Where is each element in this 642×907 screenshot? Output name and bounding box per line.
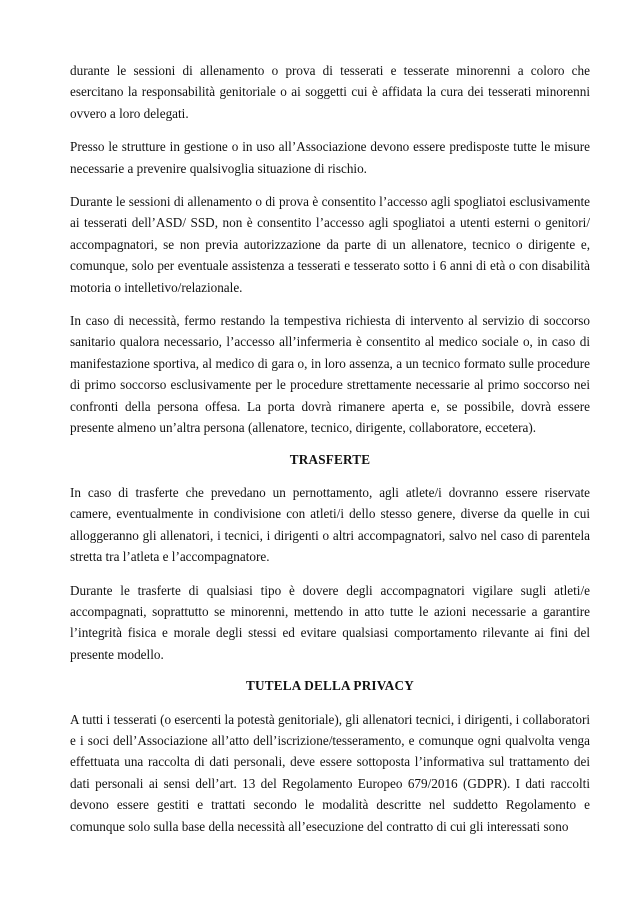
- section-heading-privacy: TUTELA DELLA PRIVACY: [246, 678, 414, 694]
- paragraph-overnight-trips: In caso di trasferte che prevedano un pernottamento, agli atlete/i dovranno essere riservate camere, eventualmente in condivisione con atleti/i dello stesso genere, diverse da quelle in cui alloggeranno gli allenatori, i tecnici, i dirigenti o altri accompagnatori, salvo nel caso di parentela stretta tra l’atleta e l’accompagnatore.: [70, 484, 590, 565]
- paragraph-trip-supervision: Durante le trasferte di qualsiasi tipo è dovere degli accompagnatori vigilare sugli atleti/e accompagnati, soprattutto se minorenni, mettendo in atto tutte le azioni necessarie a garantire l’integrità fisica e morale degli stessi ed evitare qualsiasi comportamento rilevante ai fini del presente modello.: [70, 582, 590, 662]
- paragraph-privacy-gdpr: A tutti i tesserati (o esercenti la potestà genitoriale), gli allenatori tecnici, i dirigenti, i collaboratori e i soci dell’Associazione all’atto dell’iscrizione/tesseramento, e comunque ogni qualvolta venga effettuata una raccolta di dati personali, deve essere sottoposta l’informativa sul trattamento dei dati personali ai sensi dell’art. 13 del Regolamento Europeo 679/2016 (GDPR). I dati raccolti devono essere gestiti e trattati secondo le modalità descritte nel suddetto Regolamento e comunque solo sulla base della necessità all’esecuzione del contratto di cui gli interessati sono: [70, 711, 590, 834]
- paragraph-gap: [70, 124, 590, 136]
- paragraph-gap: [70, 179, 590, 191]
- paragraph-minors-supervision: durante le sessioni di allenamento o prova di tesserati e tesserate minorenni a coloro che esercitano la responsabilità genitoriale o ai soggetti cui è affidata la cura dei tesserati minorenni ovvero a loro delegati.: [70, 63, 590, 121]
- paragraph-risk-prevention: Presso le strutture in gestione o in uso all’Associazione devono essere predisposte tutte le misure necessarie a prevenire qualsivoglia situazione di rischio.: [70, 139, 590, 176]
- section-heading-wrap: [70, 439, 590, 482]
- section-heading-wrap: [70, 665, 590, 708]
- paragraph-gap: [70, 568, 590, 580]
- paragraph-infirmary-access: In caso di necessità, fermo restando la tempestiva richiesta di intervento al servizio di soccorso sanitario qualora necessario, l’accesso all’infermeria è consentito al medico sociale o, in caso di manifestazione sportiva, al medico di gara o, in loro assenza, a un tecnico formato sulle procedure di primo soccorso esclusivamente per le procedure strettamente necessarie al primo soccorso nei confronti della persona offesa. La porta dovrà rimanere aperta e, se possibile, dovrà essere presente almeno un’altra persona (allenatore, tecnico, dirigente, collaboratore, eccetera).: [70, 313, 590, 436]
- section-heading-trasferte: TRASFERTE: [289, 451, 371, 467]
- paragraph-locker-room-access: Durante le sessioni di allenamento o di prova è consentito l’accesso agli spogliatoi esclusivamente ai tesserati dell’ASD/ SSD, non è consentito l’accesso agli spogliatoi a utenti esterni o genitori/ accompagnatori, se non previa autorizzazione da parte di un allenatore, tecnico o dirigente e, comunque, solo per eventuale assistenza a tesserati e tesserato sotto i 6 anni di età o con disabilità motoria o intelletivo/relazionale.: [70, 194, 590, 295]
- paragraph-gap: [70, 298, 590, 310]
